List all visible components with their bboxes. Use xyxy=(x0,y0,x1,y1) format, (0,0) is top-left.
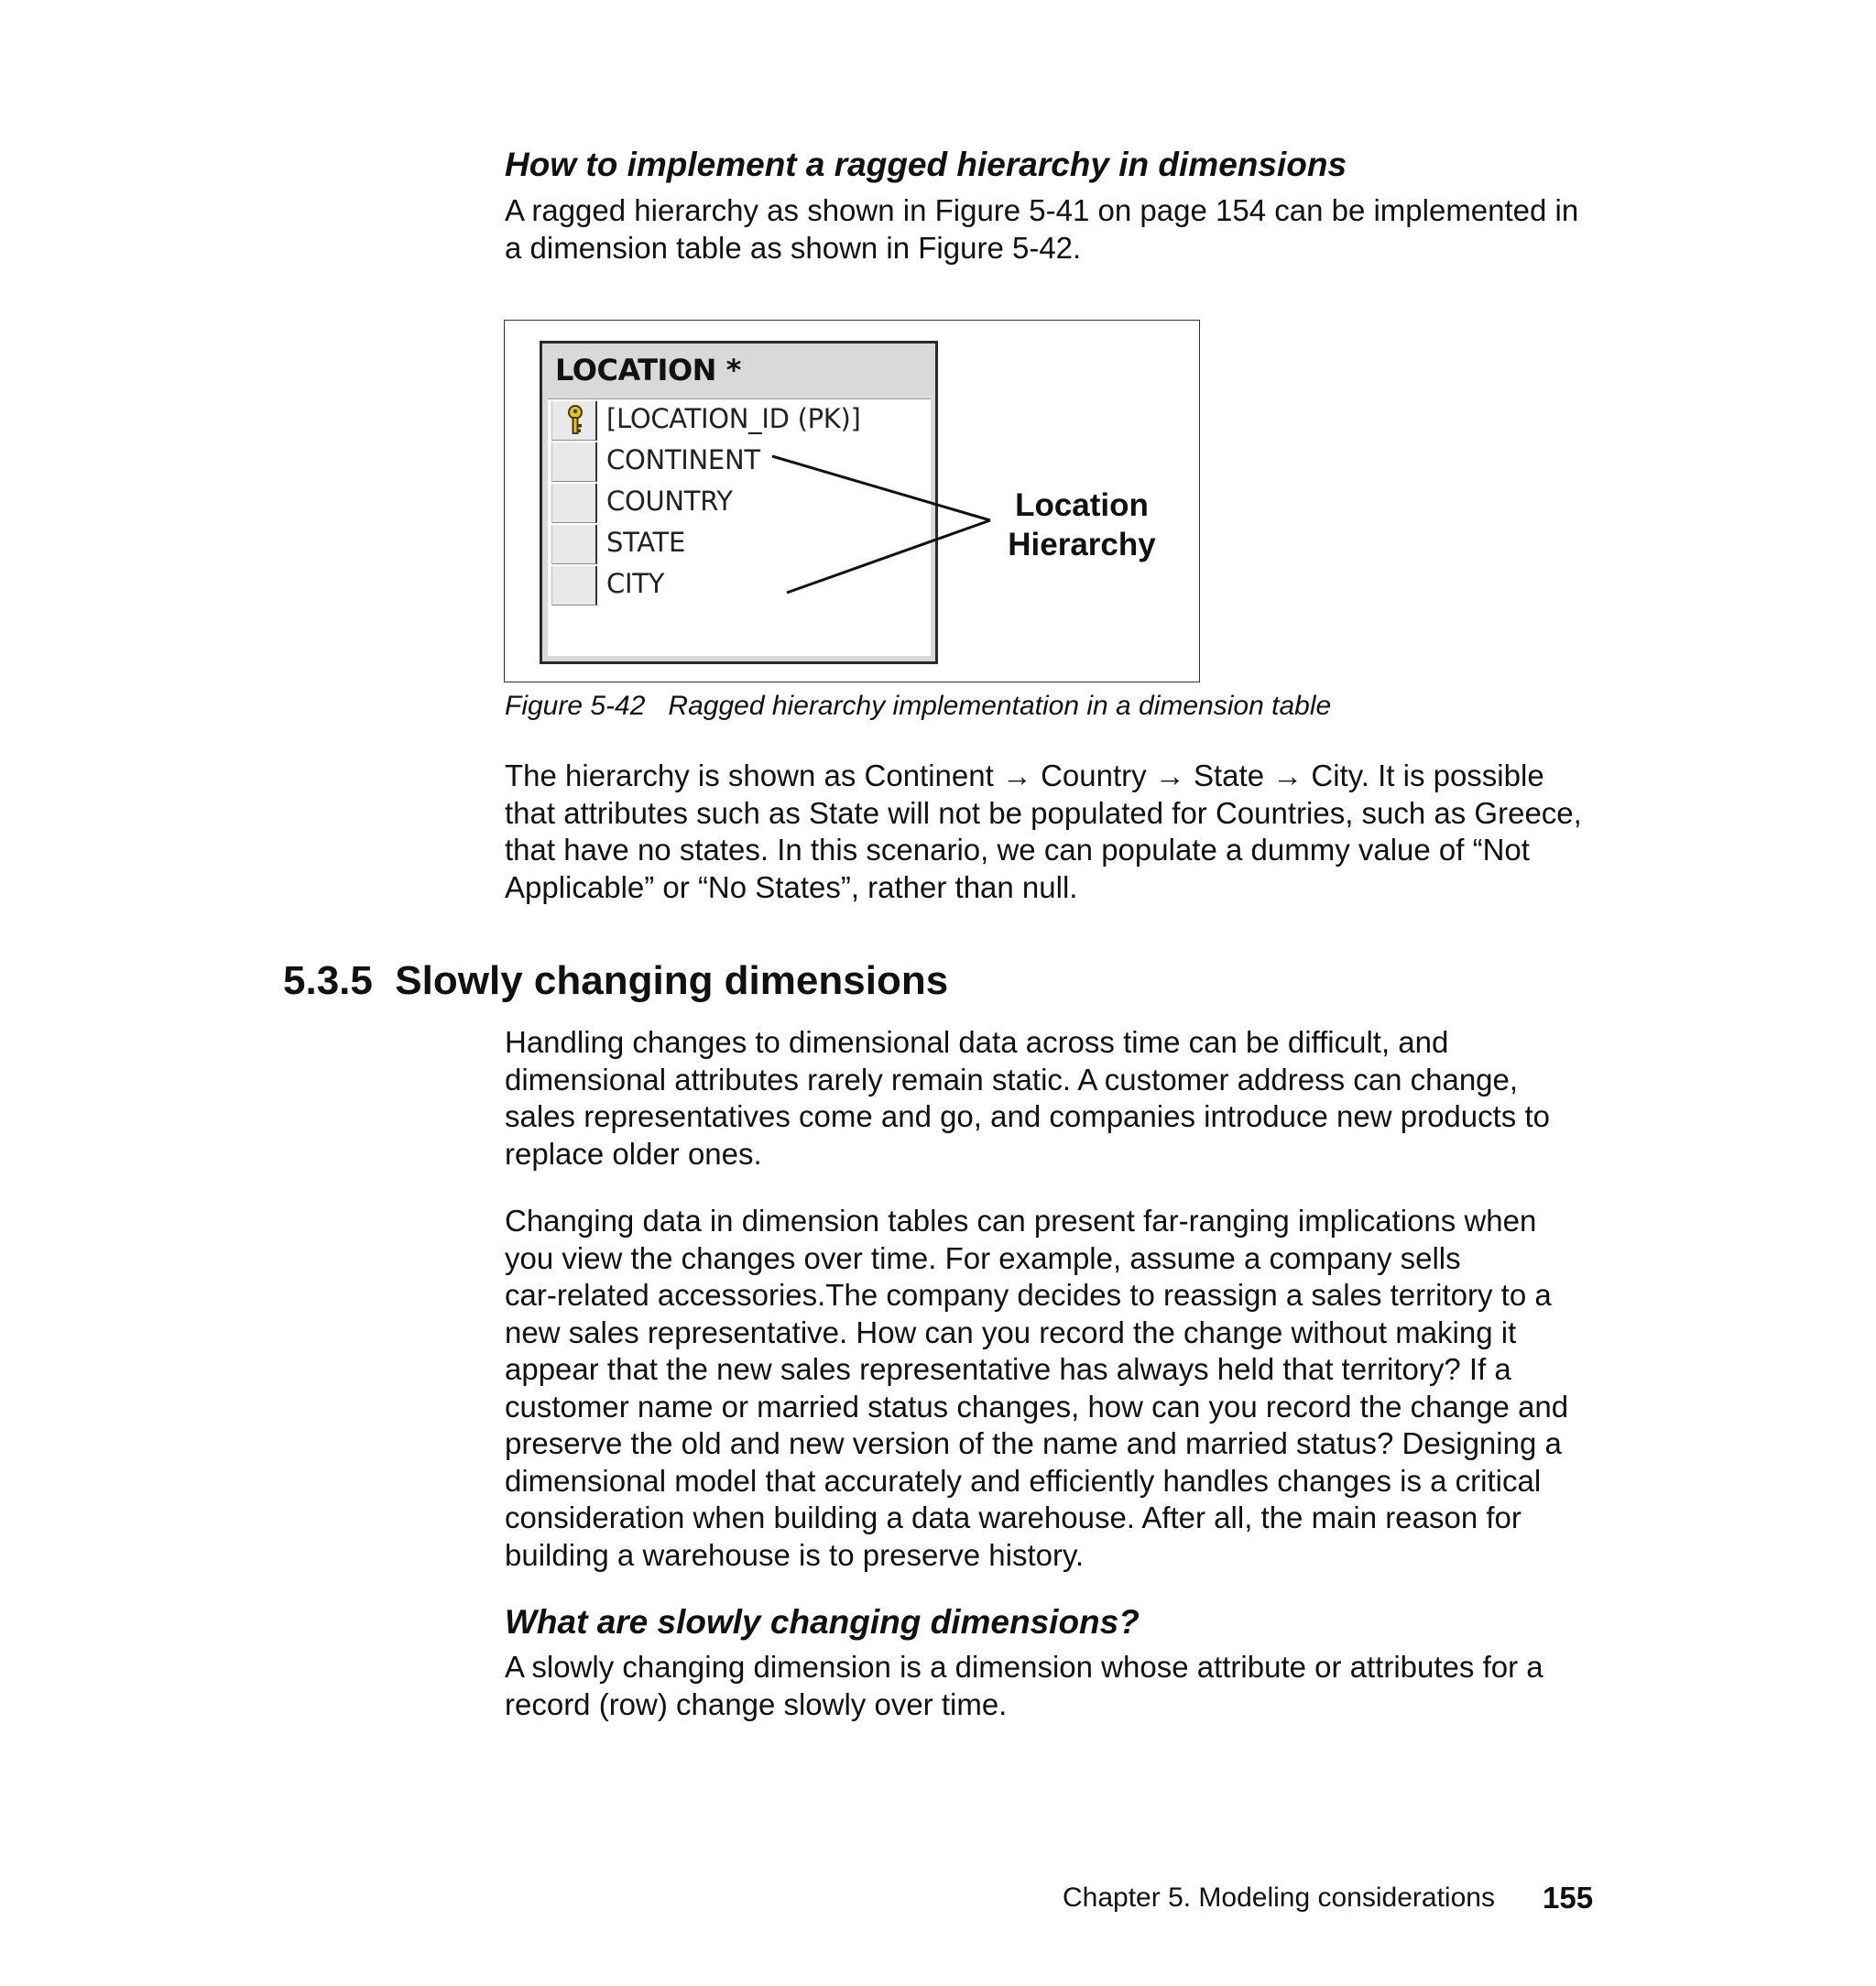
text-line: dimensional model that accurately and efficiently handles changes is a critical xyxy=(505,1463,1542,1498)
text-line: consideration when building a data warehouse. After all, the main reason for xyxy=(505,1500,1522,1534)
text-line: A ragged hierarchy as shown in Figure 5-41 on page 154 can be implemented in xyxy=(505,193,1579,227)
section-title: 5.3.5 Slowly changing dimensions xyxy=(283,958,949,1003)
column-name: COUNTRY xyxy=(606,486,733,517)
text-line: that attributes such as State will not be populated for Countries, such as Greece, xyxy=(505,795,1582,830)
text-line: that have no states. In this scenario, we can populate a dummy value of “Not xyxy=(505,833,1530,867)
callout-line-upper xyxy=(772,456,990,520)
text-line: Applicable” or “No States”, rather than null. xyxy=(505,869,1078,904)
text-line: Handling changes to dimensional data across time can be difficult, and xyxy=(505,1025,1449,1059)
text-line: The hierarchy is shown as Continent → Country → State → City. It is possible xyxy=(505,758,1544,792)
column-name: STATE xyxy=(606,527,685,558)
text-line: a dimension table as shown in Figure 5-42. xyxy=(505,230,1082,265)
text-line: dimensional attributes rarely remain static. A customer address can change, xyxy=(505,1062,1519,1097)
text-line: building a warehouse is to preserve history. xyxy=(505,1537,1085,1572)
section-paragraph-1 xyxy=(505,1024,1696,1173)
text-line: replace older ones. xyxy=(505,1136,762,1171)
callout-label-line: Hierarchy xyxy=(1008,527,1156,562)
text-line: sales representatives come and go, and companies introduce new products to xyxy=(505,1099,1550,1133)
column-name: CONTINENT xyxy=(606,444,760,475)
location-hierarchy-label xyxy=(990,486,1173,564)
intro-paragraph xyxy=(505,192,1696,267)
text-line: customer name or married status changes, how can you record the change and xyxy=(505,1389,1569,1424)
text-line: A slowly changing dimension is a dimension whose attribute or attributes for a xyxy=(505,1650,1543,1684)
text-line: you view the changes over time. For example, assume a company sells xyxy=(505,1240,1461,1275)
text-line: Changing data in dimension tables can present far-ranging implications when xyxy=(505,1204,1537,1238)
table-title: LOCATION * xyxy=(555,353,741,387)
callout-label-line: Location xyxy=(1015,487,1149,523)
hierarchy-paragraph xyxy=(505,758,1696,906)
callout-line-lower xyxy=(787,520,990,593)
text-line: preserve the old and new version of the name and married status? Designing a xyxy=(505,1426,1562,1460)
subsection-heading-ragged-hierarchy: How to implement a ragged hierarchy in dimensions xyxy=(505,146,1347,183)
figure-caption: Figure 5-42 Ragged hierarchy implementation in a dimension table xyxy=(505,691,1332,721)
footer-chapter-title: Chapter 5. Modeling considerations xyxy=(1063,1882,1495,1913)
figure-5-42 xyxy=(504,320,1200,682)
section-paragraph-2 xyxy=(505,1203,1696,1574)
definition-paragraph xyxy=(505,1649,1696,1723)
text-line: new sales representative. How can you record the change without making it xyxy=(505,1315,1517,1349)
column-name: CITY xyxy=(606,568,665,599)
text-line: car-related accessories.The company decides to reassign a sales territory to a xyxy=(505,1278,1552,1312)
text-line: record (row) change slowly over time. xyxy=(505,1686,1008,1721)
page-number: 155 xyxy=(1543,1881,1594,1915)
text-line: appear that the new sales representative has always held that territory? If a xyxy=(505,1352,1511,1386)
subsection-heading-slowly-changing: What are slowly changing dimensions? xyxy=(505,1603,1140,1641)
column-name: [LOCATION_ID (PK)] xyxy=(606,403,861,434)
